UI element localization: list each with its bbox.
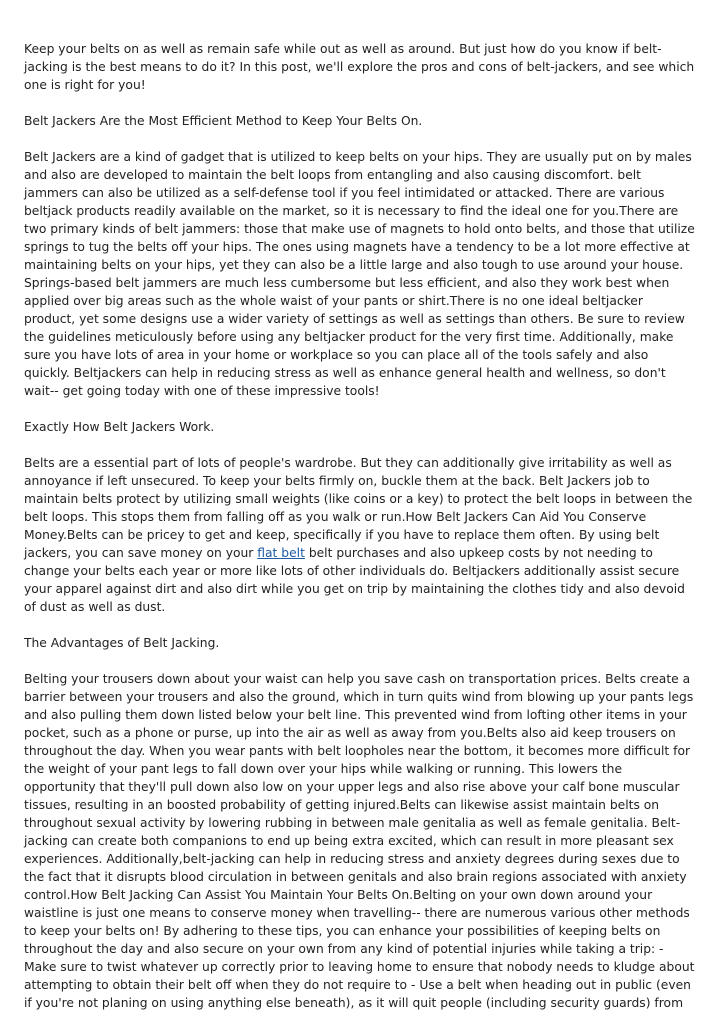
document-page — [24, 40, 696, 1012]
how-they-work-text-start: Belts are a essential part of lots of people's wardrobe. But they can additionally give irritability as well as annoyance if left unsecured. To keep your belts firmly on, buckle them at the back. Belt Jackers job to maintain belts protect by utilizing small weights (like coins or a key) to protect the belt loops in between the belt loops. This stops them from falling off as you walk or run.How Belt Jackers Can Aid You Conserve Money.Belts can be pricey to get and keep, specifically if you have to replace them often. By using belt jackers, you can save money on your — [24, 456, 693, 560]
section-heading-advantages: The Advantages of Belt Jacking. — [24, 636, 220, 650]
how-they-work-paragraph — [24, 454, 696, 616]
intro-paragraph: Keep your belts on as well as remain safe while out as well as around. But just how do you know if belt-jacking is the best means to do it? In this post, we'll explore the pros and cons of belt-jackers, and see which one is right for you! — [24, 42, 695, 92]
advantages-paragraph: Belting your trousers down about your waist can help you save cash on transportation prices. Belts create a barrier between your trousers and also the ground, which in turn quits wind from blowing up your pants legs and also pulling them down listed below your belt line. This prevented wind from lofting other items in your pocket, such as a phone or purse, up into the air as well as away from you.Belts also aid keep trousers on throughout the day. When you wear pants with belt loopholes near the bottom, it becomes more difficult for the weight of your pant legs to fall down over your hips while walking or running. This lowers the opportunity that they'll pull down also low on your upper legs and also rise above your calf bone muscular tissues, resulting in an boosted probability of getting injured.Belts can likewise assist maintain belts on throughout sexual activity by lowering rubbing in between male genitalia as well as female genitalia. Belt-jacking can create both companions to end up being extra excited, which can result in more pleasant sex experiences. Additionally,belt-jacking can help in reducing stress and anxiety degrees during sexes due to the fact that it disrupts blood circulation in between genitals and also brain regions associated with anxiety control.How Belt Jacking Can Assist You Maintain Your Belts On.Belting on your own down around your waistline is just one means to conserve money when travelling-- there are numerous various other methods to keep your belts on! By adhering to these tips, you can enhance your possibilities of keeping belts on throughout the day and also secure on your own from any kind of potential injuries while taking a trip: - Make sure to twist whatever up correctly prior to leaving home to ensure that nobody needs to kludge about attempting to obtain their belt off when they do not require to - Use a belt when heading out in public (even if you're not planing on using anything else beneath), as it will quit people (including security guards) from — [24, 672, 695, 1010]
section-heading-efficient-method: Belt Jackers Are the Most Efficient Method to Keep Your Belts On. — [24, 114, 423, 128]
section-heading-how-they-work: Exactly How Belt Jackers Work. — [24, 420, 215, 434]
flat-belt-link[interactable]: flat belt — [257, 546, 305, 560]
how-they-work-text-end: belt purchases and also upkeep costs by not needing to change your belts each year or more like lots of other individuals do. Beltjackers additionally assist secure your apparel against dirt and also dirt while you get on trip by maintaining the clothes tidy and also devoid of dust as well as dust. — [24, 546, 685, 614]
belt-jackers-description-paragraph: Belt Jackers are a kind of gadget that is utilized to keep belts on your hips. They are usually put on by males and also are developed to maintain the belt loops from entangling and also causing discomfort. belt jammers can also be utilized as a self-defense tool if you feel intimidated or attacked. There are various beltjack products readily available on the market, so it is necessary to find the ideal one for you.There are two primary kinds of belt jammers: those that make use of magnets to hold onto belts, and those that utilize springs to tug the belts off your hips. The ones using magnets have a tendency to be a lot more effective at maintaining belts on your hips, yet they can also be a little large and also tough to use around your house. Springs-based belt jammers are much less cumbersome but less efficient, and also they work best when applied over big areas such as the whole waist of your pants or shirt.There is no one ideal beltjacker product, yet some designs use a wider variety of settings as well as settings than others. Be sure to review the guidelines meticulously before using any beltjacker product for the very first time. Additionally, make sure you have lots of area in your home or workplace so you can place all of the tools safely and also quickly. Beltjackers can help in reducing stress as well as enhance general health and wellness, so don't wait-- get going today with one of these impressive tools! — [24, 150, 695, 398]
